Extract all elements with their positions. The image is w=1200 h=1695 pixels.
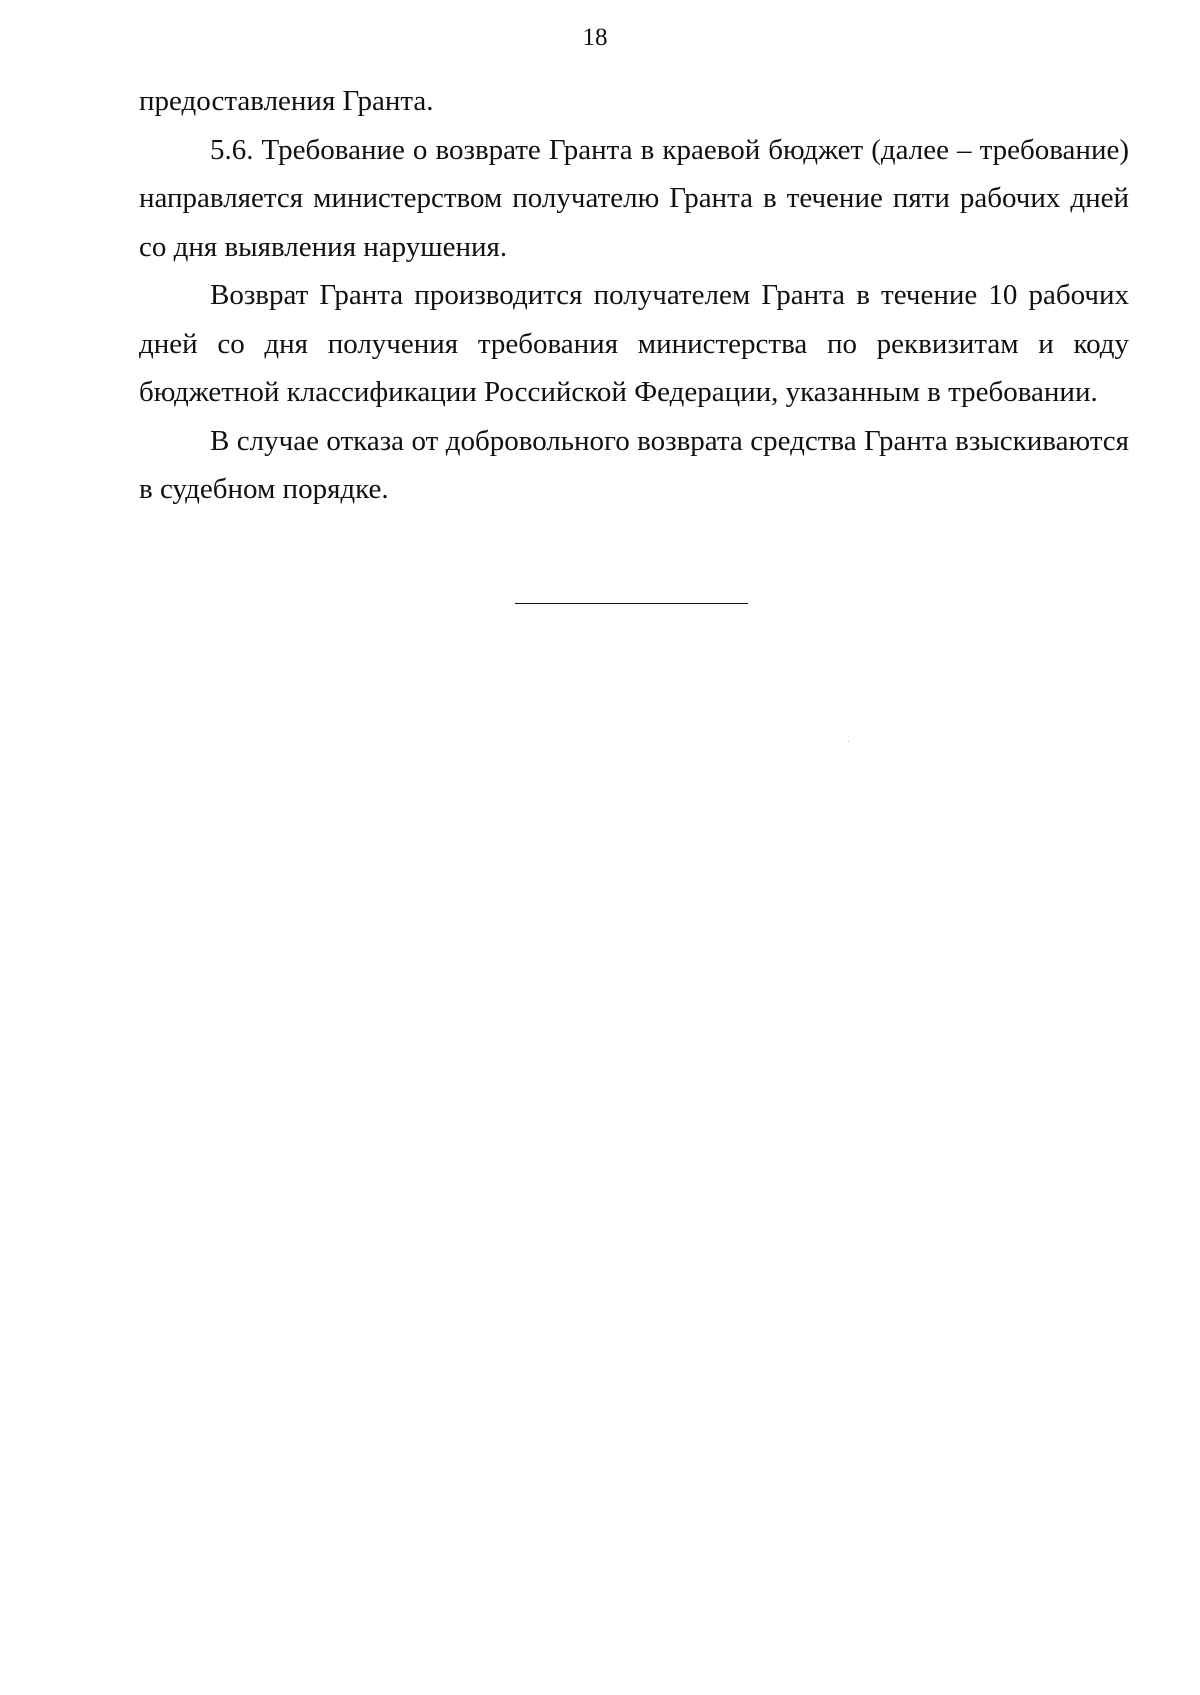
page-number: 18: [582, 24, 608, 51]
end-of-text-rule: [515, 603, 748, 604]
paragraph-court-recovery: В случае отказа от добровольного возврата средства Гранта взыскиваются в судебном порядке.: [139, 424, 1129, 505]
document-body: [139, 77, 1129, 514]
paragraph-continuation: предоставления Гранта.: [139, 85, 434, 117]
paragraph-5-6-return-demand: 5.6. Требование о возврате Гранта в краевой бюджет (далее – требование) направляется министерством получателю Гранта в течение пяти рабочих дней со дня выявления нарушения.: [139, 133, 1129, 263]
scan-speck: [848, 741, 849, 742]
paragraph-return-procedure: Возврат Гранта производится получателем Гранта в течение 10 рабочих дней со дня получения требования министерства по реквизитам и коду бюджетной классификации Российской Федерации, указанным в требовании.: [139, 279, 1129, 408]
